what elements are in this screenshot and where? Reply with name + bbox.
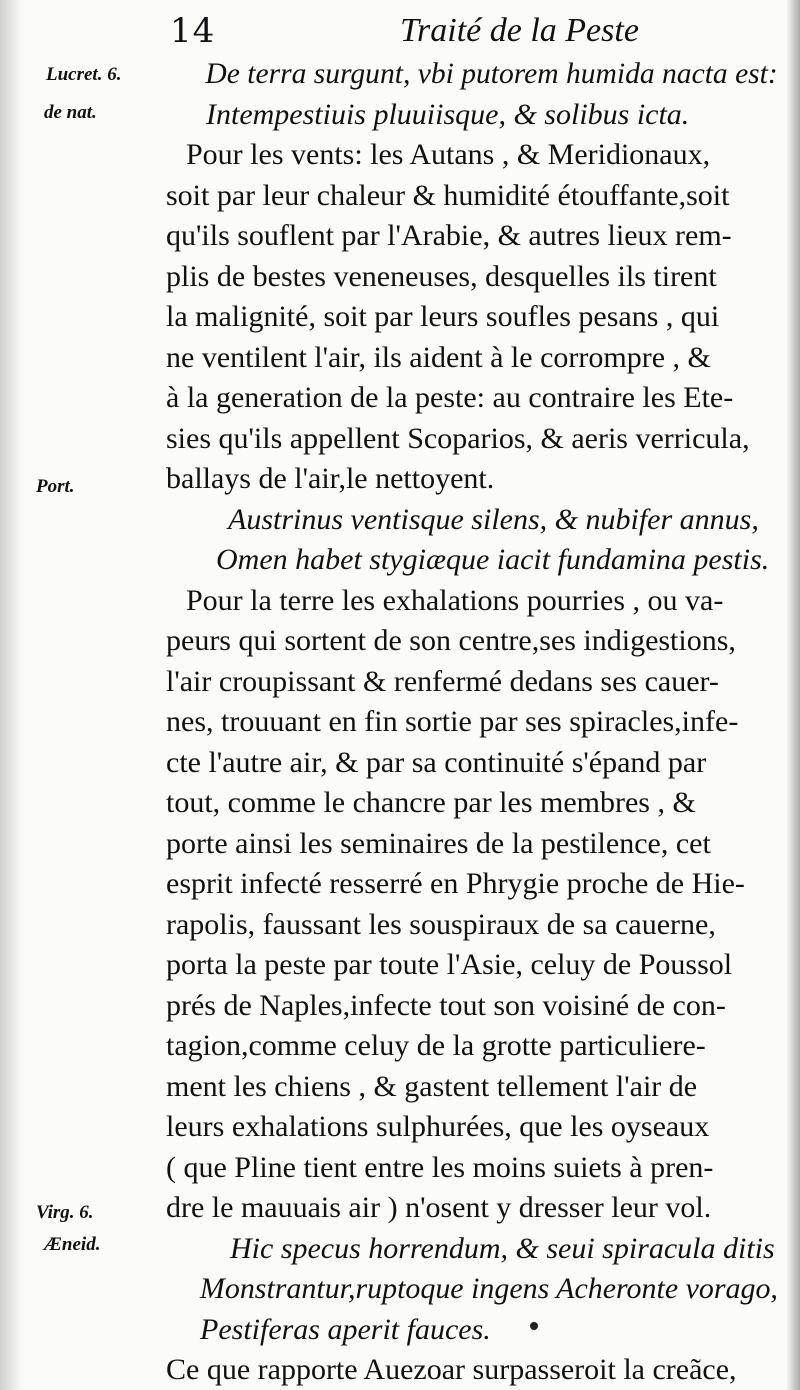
verse-line: Pestiferas aperit fauces. [200,1312,491,1346]
text-line: cte l'autre air, & par sa continuité s'épand par [166,745,707,779]
text-line: l'air croupissant & renfermé dedans ses cauer- [166,664,719,698]
text-line: qu'ils souflent par l'Arabie, & autres lieux rem- [166,219,732,252]
text-line: ballays de l'air,le nettoyent. [166,462,495,495]
text-line: leurs exhalations sulphurées, que les oyseaux [166,1110,710,1143]
text-line: sies qu'ils appellent Scoparios, & aeris verricula, [166,421,750,455]
verse-line: Intempestiuis pluuiisque, & solibus icta. [206,97,690,131]
verse-line: De terra surgunt, vbi putorem humida nacta est: [205,57,778,90]
text-line: prés de Naples,infecte tout son voisiné de con- [166,988,726,1022]
text-line: porta la peste par toute l'Asie, celuy de Poussol [166,948,733,981]
text-line: ( que Pline tient entre les moins suiets à pren- [166,1150,714,1184]
text-line: soit par leur chaleur & humidité étouffante,soit [166,178,730,212]
margin-note-virgil: Virg. 6. [36,1202,94,1223]
verse-line: Hic specus horrendum, & seui spiracula ditis [230,1231,775,1265]
text-line: ne ventilent l'air, ils aident à le corrompre , & [166,340,711,374]
verse-line: Austrinus ventisque silens, & nubifer annus, [228,502,759,536]
text-line: nes, trouuant en fin sortie par ses spiracles,infe- [166,705,739,738]
text-line: plis de bestes veneneuses, desquelles ils tirent [166,259,717,293]
text-line: rapolis, faussant les souspiraux de sa cauerne, [166,907,716,941]
verse-line: Monstrantur,ruptoque ingens Acheronte vorago, [199,1272,778,1305]
margin-note-aeneid: Æneid. [44,1234,101,1255]
verse-line: Omen habet stygiæque iacit fundamina pestis. [216,543,770,576]
ink-dot-ornament [530,1322,538,1330]
text-line: Ce que rapporte Auezoar surpasseroit la creãce, [166,1353,737,1386]
page-number: 14 [170,11,216,51]
margin-note-de-nat: de nat. [44,102,97,123]
margin-notes [0,0,150,1390]
page-edge-shadow [786,0,800,1390]
text-line: la malignité, soit par leurs soufles pesans , qui [166,300,720,333]
text-line: à la generation de la peste: au contraire les Ete- [166,381,734,414]
text-line: dre le mauuais air ) n'osent y dresser leur vol. [166,1191,712,1224]
text-line: ment les chiens , & gastent tellement l'air de [166,1069,698,1103]
text-line: Pour les vents: les Autans , & Meridionaux, [186,138,711,171]
text-line: Pour la terre les exhalations pourries , ou va- [186,583,724,617]
text-line: peurs qui sortent de son centre,ses indigestions, [166,624,736,657]
text-line: tagion,comme celuy de la grotte particuliere- [166,1029,706,1062]
text-line: porte ainsi les seminaires de la pestilence, cet [166,826,711,860]
running-title: Traité de la Peste [400,12,639,49]
text-line: tout, comme le chancre par les membres , & [166,786,696,819]
text-line: esprit infecté resserré en Phrygie proche de Hie- [166,867,745,900]
page-header [170,8,775,54]
margin-note-lucretius: Lucret. 6. [46,64,122,85]
body-text [166,54,786,1390]
margin-note-port: Port. [36,476,75,497]
